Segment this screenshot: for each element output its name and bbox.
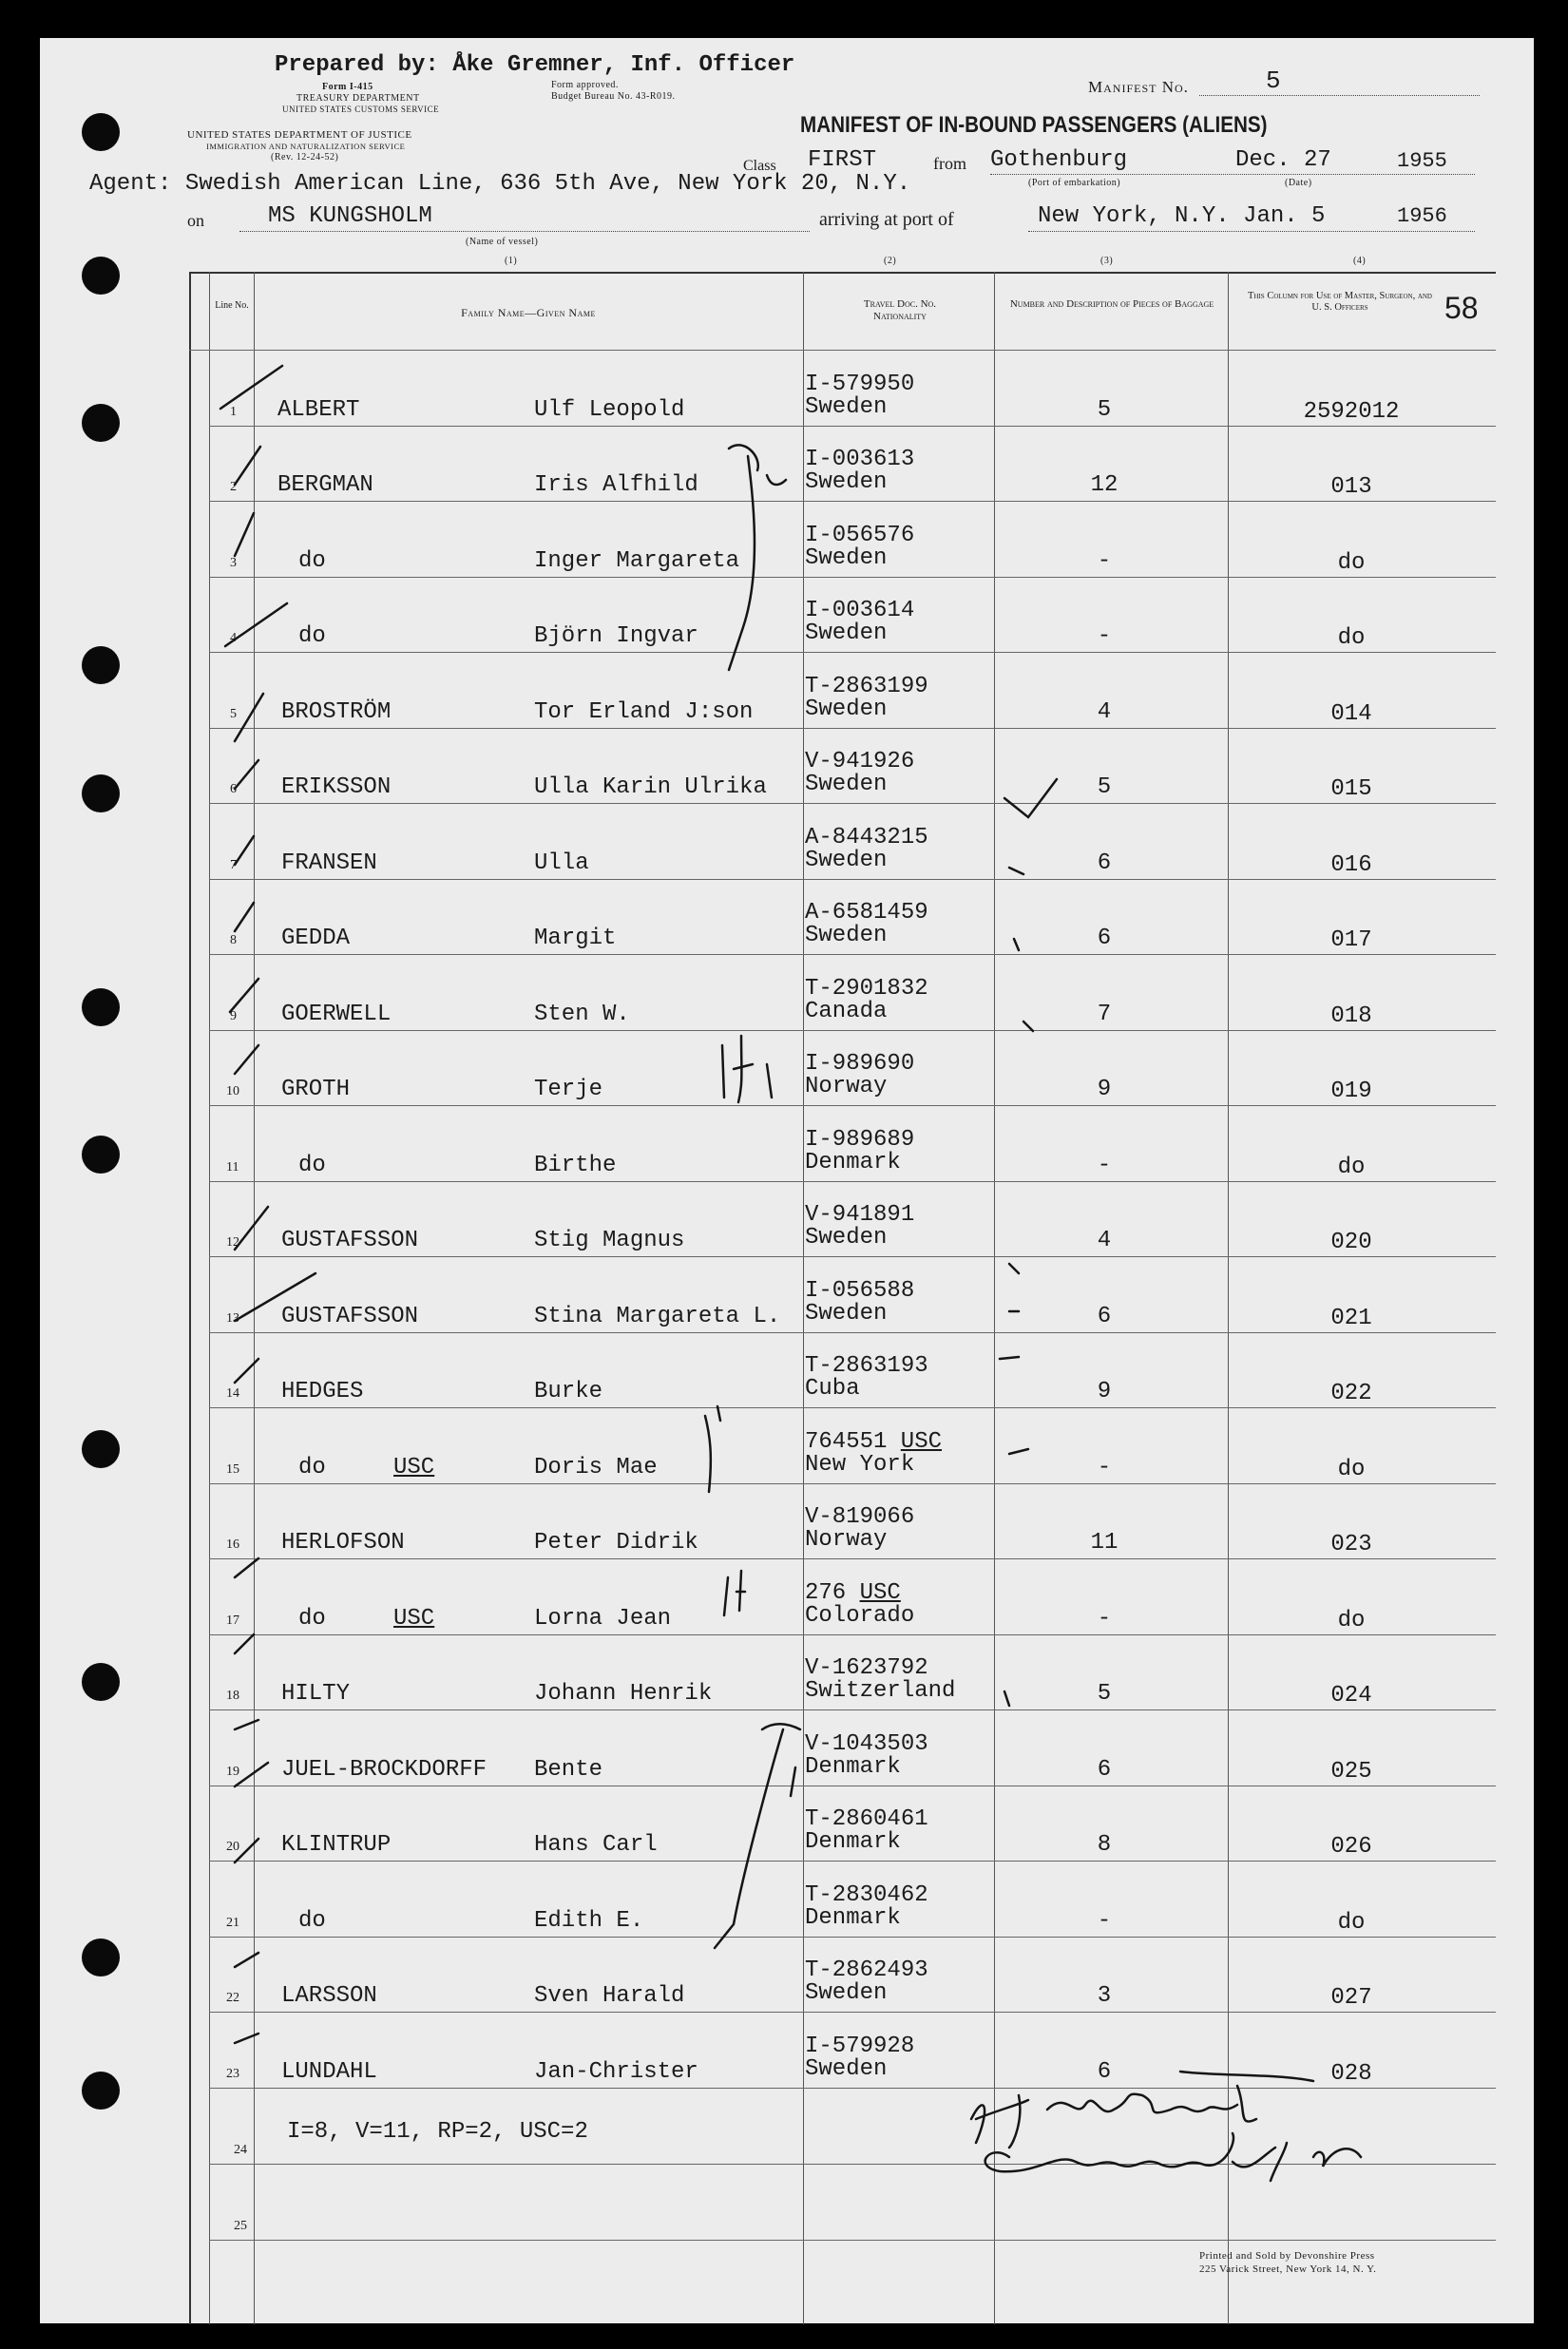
baggage-count: 5: [1097, 1681, 1112, 1707]
row-border: [209, 1181, 1496, 1182]
vessel-caption: (Name of vessel): [466, 237, 539, 247]
col-number-1: (1): [505, 256, 518, 266]
form-approved: Form approved.: [551, 80, 619, 90]
family-name: HEDGES: [281, 1379, 364, 1404]
row-number-24: 24: [234, 2143, 247, 2157]
arrival-port-date: New York, N.Y. Jan. 5: [1038, 203, 1326, 229]
agent-line: Agent: Swedish American Line, 636 5th Ave, New York 20, N.Y.: [89, 171, 911, 197]
punch-hole: [82, 404, 120, 442]
row-border: [209, 1937, 1496, 1938]
nationality: Sweden: [805, 772, 888, 797]
nationality: Sweden: [805, 1225, 888, 1251]
travel-doc-number: 276: [805, 1579, 847, 1606]
travel-doc-number: I-003613: [805, 447, 915, 472]
baggage-count: 9: [1097, 1077, 1112, 1102]
officer-code: 025: [1330, 1758, 1372, 1785]
class-value: FIRST: [808, 147, 877, 173]
punch-hole: [82, 646, 120, 684]
punch-hole: [82, 988, 120, 1026]
page-number: 58: [1444, 291, 1479, 325]
family-name: GROTH: [281, 1077, 351, 1102]
given-name: Lorna Jean: [534, 1605, 672, 1632]
punch-hole: [82, 2072, 120, 2110]
punch-hole: [82, 257, 120, 295]
row-number: 12: [226, 1235, 239, 1250]
baggage-count: 3: [1097, 1983, 1112, 2009]
family-name: do: [298, 547, 326, 574]
row-number: 2: [230, 480, 237, 494]
nationality: Colorado: [805, 1602, 915, 1629]
table-left-border: [189, 272, 191, 2324]
given-name: Margit: [534, 926, 617, 951]
officer-signature: [933, 2053, 1389, 2200]
punch-hole: [82, 1136, 120, 1174]
row-number: 13: [226, 1310, 239, 1326]
punch-hole: [82, 774, 120, 812]
row-number: 19: [226, 1764, 239, 1779]
given-name: Edith E.: [534, 1907, 644, 1934]
officer-code: do: [1337, 1154, 1366, 1180]
justice-department: UNITED STATES DEPARTMENT OF JUSTICE: [187, 129, 412, 141]
officer-code: do: [1337, 1909, 1366, 1936]
given-name: Iris Alfhild: [534, 472, 698, 498]
given-name: Sven Harald: [534, 1983, 685, 2009]
port-embark-caption: (Port of embarkation): [1028, 178, 1121, 188]
vessel-line: [239, 231, 810, 232]
family-name: BROSTRÖM: [281, 698, 392, 725]
form-number: Form I-415: [322, 82, 373, 92]
given-name: Birthe: [534, 1152, 617, 1178]
col-header-line-no: Line No.: [215, 300, 249, 311]
col-header-officers: This Column for Use of Master, Surgeon, and U. S. Officers: [1248, 291, 1432, 313]
officer-code: 015: [1330, 776, 1372, 802]
nationality: Sweden: [805, 696, 888, 722]
nationality: Sweden: [805, 1980, 888, 2006]
baggage-count: 12: [1090, 472, 1119, 498]
row-border: [209, 1558, 1496, 1559]
nationality: Sweden: [805, 1300, 888, 1327]
baggage-count: 6: [1097, 926, 1112, 951]
row-border: [209, 501, 1496, 502]
nationality: Norway: [805, 1527, 888, 1553]
row-number: 1: [230, 404, 237, 419]
officer-code: do: [1337, 1607, 1366, 1633]
usc-marker: USC: [393, 1454, 435, 1480]
travel-doc-number: I-989689: [805, 1126, 915, 1153]
officer-code: 022: [1330, 1381, 1372, 1406]
given-name: Sten W.: [534, 1001, 630, 1027]
row-number: 3: [230, 555, 237, 570]
row-number: 17: [226, 1613, 239, 1628]
given-name: Johann Henrik: [534, 1681, 713, 1707]
travel-doc-number: A-8443215: [805, 824, 928, 850]
given-name: Stig Magnus: [534, 1228, 685, 1253]
row-number: 6: [230, 782, 237, 796]
nationality: Denmark: [805, 1149, 901, 1175]
baggage-count: 5: [1097, 774, 1112, 800]
given-name: Peter Didrik: [534, 1530, 698, 1556]
nationality: Sweden: [805, 923, 888, 948]
baggage-count: -: [1097, 1152, 1112, 1178]
arriving-label: arriving at port of: [819, 209, 954, 230]
row-border: [209, 954, 1496, 955]
officer-code: 028: [1330, 2060, 1372, 2087]
travel-doc-number: I-003614: [805, 598, 915, 623]
row-border: [209, 1407, 1496, 1408]
family-name: do: [298, 1152, 326, 1178]
given-name: Terje: [534, 1077, 603, 1102]
manifest-label: Manifest No.: [1088, 78, 1189, 96]
port-of-embarkation: Gothenburg: [990, 147, 1128, 173]
row-border: [209, 803, 1496, 804]
col-header-name: Family Name—Given Name: [461, 306, 596, 319]
header-line-1: [990, 174, 1475, 175]
travel-doc-number: V-819066: [805, 1504, 915, 1530]
travel-doc-number: T-2862493: [805, 1958, 928, 1983]
baggage-count: -: [1097, 547, 1112, 574]
row-border: [209, 1709, 1496, 1710]
travel-doc-number: V-941926: [805, 749, 915, 774]
officer-code: 019: [1330, 1079, 1372, 1104]
punch-hole: [82, 1938, 120, 1977]
family-name: do: [298, 1454, 326, 1480]
row-border: [209, 1861, 1496, 1862]
row-border: [209, 1105, 1496, 1106]
row-border: [209, 1256, 1496, 1257]
manifest-page: [40, 38, 1534, 2323]
row-number: 16: [226, 1537, 239, 1552]
class-label: Class: [743, 158, 776, 174]
family-name: LARSSON: [281, 1983, 377, 2009]
col-divider-3: [803, 272, 804, 2324]
row-number: 22: [226, 1991, 239, 2005]
travel-doc-number: 764551: [805, 1428, 888, 1455]
travel-doc-number: V-1043503: [805, 1730, 928, 1757]
row-border: [209, 1030, 1496, 1031]
travel-doc-number: I-579928: [805, 2033, 915, 2059]
officer-code: 017: [1330, 927, 1372, 953]
given-name: Tor Erland J:son: [534, 698, 754, 725]
col-divider-2: [254, 272, 255, 2324]
row-border: [209, 577, 1496, 578]
col-divider-4: [994, 272, 995, 2324]
officer-code: 014: [1330, 700, 1372, 727]
customs-service: UNITED STATES CUSTOMS SERVICE: [282, 105, 440, 114]
officer-code: 023: [1330, 1532, 1372, 1557]
family-name: JUEL-BROCKDORFF: [281, 1756, 488, 1783]
travel-doc-number: T-2901832: [805, 975, 928, 1002]
officer-code: 026: [1330, 1834, 1372, 1860]
row-number: 20: [226, 1840, 239, 1854]
col-divider-1: [209, 272, 210, 2324]
given-name: Ulf Leopold: [534, 396, 685, 423]
row-border: [209, 1332, 1496, 1333]
officer-code: 021: [1330, 1305, 1372, 1331]
officer-code: do: [1337, 549, 1366, 576]
given-name: Doris Mae: [534, 1454, 658, 1480]
baggage-count: 6: [1097, 850, 1112, 876]
family-name: ALBERT: [277, 396, 360, 423]
ins-service: IMMIGRATION AND NATURALIZATION SERVICE: [206, 142, 406, 151]
family-name: ERIKSSON: [281, 774, 392, 800]
row-number: 5: [230, 706, 237, 721]
col-header-baggage: Number and Description of Pieces of Baggage: [1009, 298, 1214, 310]
row-number: 21: [226, 1915, 239, 1930]
row-number: 18: [226, 1689, 239, 1703]
manifest-line: [1199, 95, 1480, 96]
on-label: on: [187, 211, 204, 230]
baggage-count: 6: [1097, 2058, 1112, 2085]
nationality: Sweden: [805, 2055, 888, 2082]
officer-code: 013: [1330, 474, 1372, 500]
officer-code: 016: [1330, 851, 1372, 878]
header-row-border: [189, 350, 1496, 351]
row-border: [209, 2012, 1496, 2013]
family-name: LUNDAHL: [281, 2058, 377, 2085]
nationality: Sweden: [805, 393, 888, 420]
printer-line-2: 225 Varick Street, New York 14, N. Y.: [1199, 2263, 1377, 2275]
given-name: Ulla Karin Ulrika: [534, 774, 767, 800]
row-number: 10: [226, 1084, 239, 1098]
row-number: 7: [230, 857, 237, 872]
baggage-count: 7: [1097, 1001, 1112, 1027]
family-name: HERLOFSON: [281, 1530, 405, 1556]
baggage-count: 6: [1097, 1303, 1112, 1329]
revision: (Rev. 12-24-52): [271, 152, 339, 162]
officer-code: 027: [1330, 1985, 1372, 2011]
family-name: do: [298, 1907, 326, 1934]
vessel-name: MS KUNGSHOLM: [268, 203, 432, 229]
nationality: Denmark: [805, 1904, 901, 1931]
nationality: Cuba: [805, 1376, 860, 1402]
prepared-by: Prepared by: Åke Gremner, Inf. Officer: [275, 52, 795, 78]
col-number-3: (3): [1100, 256, 1114, 266]
col-header-travel-doc: Travel Doc. No. Nationality: [863, 298, 937, 322]
family-name: KLINTRUP: [281, 1832, 392, 1858]
given-name: Stina Margareta L.: [534, 1303, 781, 1329]
travel-doc-number: T-2863193: [805, 1353, 928, 1379]
usc-marker: USC: [859, 1579, 901, 1606]
baggage-count: -: [1097, 1454, 1112, 1480]
travel-doc-number: V-941891: [805, 1202, 915, 1228]
travel-doc-number: A-6581459: [805, 900, 928, 926]
row-number: 23: [226, 2066, 239, 2081]
travel-doc-number: I-056576: [805, 522, 915, 548]
given-name: Inger Margareta: [534, 547, 740, 574]
date-caption: (Date): [1285, 178, 1312, 188]
officer-code: 018: [1330, 1003, 1372, 1029]
travel-doc-number: T-2863199: [805, 673, 928, 699]
travel-doc-number: I-989690: [805, 1051, 915, 1077]
family-name: do: [298, 623, 326, 649]
family-name: BERGMAN: [277, 472, 373, 498]
family-name: GUSTAFSSON: [281, 1228, 419, 1253]
col-number-2: (2): [884, 256, 897, 266]
row-number: 4: [230, 631, 237, 645]
nationality: Sweden: [805, 847, 888, 873]
nationality: Sweden: [805, 621, 888, 646]
treasury-department: TREASURY DEPARTMENT: [296, 93, 420, 104]
baggage-count: 6: [1097, 1756, 1112, 1783]
row-25-border: [209, 2240, 1496, 2241]
given-name: Bente: [534, 1756, 603, 1783]
row-number: 15: [226, 1461, 239, 1477]
page-title: MANIFEST OF IN-BOUND PASSENGERS (ALIENS): [800, 112, 1268, 138]
travel-doc-number: V-1623792: [805, 1655, 928, 1681]
nationality: Canada: [805, 998, 888, 1024]
nationality: New York: [805, 1451, 915, 1478]
baggage-count: 11: [1090, 1530, 1119, 1556]
row-number: 14: [226, 1386, 239, 1401]
row-border: [209, 879, 1496, 880]
row-number: 8: [230, 933, 237, 947]
given-name: Jan-Christer: [534, 2058, 698, 2085]
baggage-count: -: [1097, 1907, 1112, 1934]
punch-hole: [82, 1430, 120, 1468]
printer-line-1: Printed and Sold by Devonshire Press: [1199, 2250, 1375, 2262]
given-name: Ulla: [534, 850, 589, 876]
budget-bureau: Budget Bureau No. 43-R019.: [551, 91, 676, 102]
arrival-year: 1956: [1397, 204, 1447, 228]
punch-hole: [82, 1663, 120, 1701]
baggage-count: 5: [1097, 396, 1112, 423]
travel-doc-number: I-579950: [805, 371, 915, 397]
baggage-count: -: [1097, 1605, 1112, 1632]
row-number: 9: [230, 1008, 237, 1023]
travel-doc-number: I-056588: [805, 1277, 915, 1304]
officer-code: do: [1337, 1456, 1366, 1482]
row-border: [209, 1634, 1496, 1635]
punch-hole: [82, 113, 120, 151]
nationality: Denmark: [805, 1753, 901, 1780]
departure-year: 1955: [1397, 149, 1447, 173]
baggage-count: 8: [1097, 1832, 1112, 1858]
officer-code: 024: [1330, 1683, 1372, 1709]
officer-code: 2592012: [1303, 398, 1400, 425]
travel-doc-number: T-2830462: [805, 1881, 928, 1908]
usc-marker: USC: [393, 1605, 435, 1632]
baggage-count: 4: [1097, 698, 1112, 725]
family-name: HILTY: [281, 1681, 351, 1707]
row-border: [209, 652, 1496, 653]
usc-marker: USC: [900, 1428, 943, 1455]
given-name: Burke: [534, 1379, 603, 1404]
table-top-border: [189, 272, 1496, 274]
col-number-4: (4): [1353, 256, 1367, 266]
row-border: [209, 728, 1496, 729]
travel-doc-number: T-2860461: [805, 1806, 928, 1832]
nationality: Sweden: [805, 469, 888, 495]
family-name: FRANSEN: [281, 850, 377, 876]
nationality: Sweden: [805, 544, 888, 571]
family-name: GEDDA: [281, 926, 351, 951]
departure-date: Dec. 27: [1235, 147, 1331, 173]
family-name: do: [298, 1605, 326, 1632]
row-number-25: 25: [234, 2219, 247, 2233]
row-number: 11: [226, 1159, 239, 1174]
given-name: Björn Ingvar: [534, 623, 698, 649]
from-label: from: [933, 154, 966, 173]
officer-code: do: [1337, 625, 1366, 651]
nationality: Switzerland: [805, 1678, 956, 1704]
nationality: Norway: [805, 1074, 888, 1099]
nationality: Denmark: [805, 1829, 901, 1855]
summary-counts: I=8, V=11, RP=2, USC=2: [287, 2119, 588, 2145]
officer-code: 020: [1330, 1230, 1372, 1255]
col-divider-5: [1228, 272, 1229, 2324]
given-name: Hans Carl: [534, 1832, 658, 1858]
family-name: GOERWELL: [281, 1001, 392, 1027]
row-border: [209, 1483, 1496, 1484]
arrival-line: [1028, 231, 1475, 232]
family-name: GUSTAFSSON: [281, 1303, 419, 1329]
row-border: [209, 426, 1496, 427]
manifest-number: 5: [1266, 67, 1281, 95]
baggage-count: -: [1097, 623, 1112, 649]
baggage-count: 4: [1097, 1228, 1112, 1253]
baggage-count: 9: [1097, 1379, 1112, 1404]
